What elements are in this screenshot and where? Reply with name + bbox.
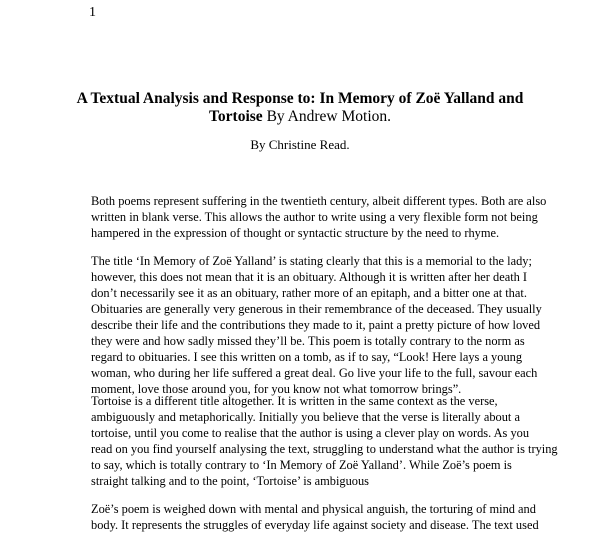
title-bold-part-1: A Textual Analysis and Response to: In Memory of Zoë Yalland and — [76, 90, 524, 107]
page-number: 1 — [89, 5, 96, 20]
paragraph-line: Zoë’s poem is weighed down with mental and physical anguish, the torturing of mind and — [91, 502, 536, 516]
paragraph-1 — [91, 193, 586, 241]
paragraph-line: moment, love those around you, for you know not what tomorrow brings”. — [91, 382, 462, 396]
paragraph-line: to say, which is totally contrary to ‘In Memory of Zoë Yalland’. While Zoë’s poem is — [91, 458, 512, 472]
paragraph-line: they were and how sadly missed they’ll be. This poem is totally contrary to the norm as — [91, 334, 525, 348]
paragraph-line: Tortoise is a different title altogether. It is written in the same context as the verse, — [91, 394, 498, 408]
paragraph-line: straight talking and to the point, ‘Tortoise’ is ambiguous — [91, 474, 369, 488]
title-byline: By Andrew Motion. — [262, 108, 391, 125]
paragraph-line: written in blank verse. This allows the author to write using a very flexible form not being — [91, 210, 538, 224]
paragraph-line: however, this does not mean that it is an obituary. Although it is written after her death I — [91, 270, 528, 284]
title-bold-part-2: Tortoise — [209, 108, 263, 125]
paragraph-line: read on you find yourself analysing the text, struggling to understand what the author is trying — [91, 442, 558, 456]
document-title — [60, 90, 540, 126]
paragraph-2 — [91, 253, 586, 397]
paragraph-line: The title ‘In Memory of Zoë Yalland’ is stating clearly that this is a memorial to the lady; — [91, 254, 532, 268]
paragraph-line: describe their life and the contributions they made to it, paint a pretty picture of how loved — [91, 318, 541, 332]
author-line: By Christine Read. — [250, 137, 350, 152]
paragraph-line: ambiguously and metaphorically. Initially you believe that the verse is literally about a — [91, 410, 520, 424]
paragraph-line: Both poems represent suffering in the twentieth century, albeit different types. Both are also — [91, 194, 547, 208]
paragraph-3 — [91, 393, 586, 489]
paragraph-line: Obituaries are generally very generous in their remembrance of the deceased. They usually — [91, 302, 542, 316]
paragraph-line: hampered in the expression of thought or syntactic structure by the need to rhyme. — [91, 226, 500, 240]
paragraph-4 — [91, 501, 586, 533]
paragraph-line: woman, who during her life suffered a great deal. Go live your life to the full, savour each — [91, 366, 538, 380]
paragraph-line: regard to obituaries. I see this written on a tomb, as if to say, “Look! Here lays a young — [91, 350, 523, 364]
paragraph-line: body. It represents the struggles of everyday life against society and disease. The text used — [91, 518, 539, 532]
paragraph-line: don’t necessarily see it as an obituary, rather more of an epitaph, and a bitter one at that. — [91, 286, 527, 300]
paragraph-line: tortoise, until you come to realise that the author is using a clever play on words. As you — [91, 426, 530, 440]
